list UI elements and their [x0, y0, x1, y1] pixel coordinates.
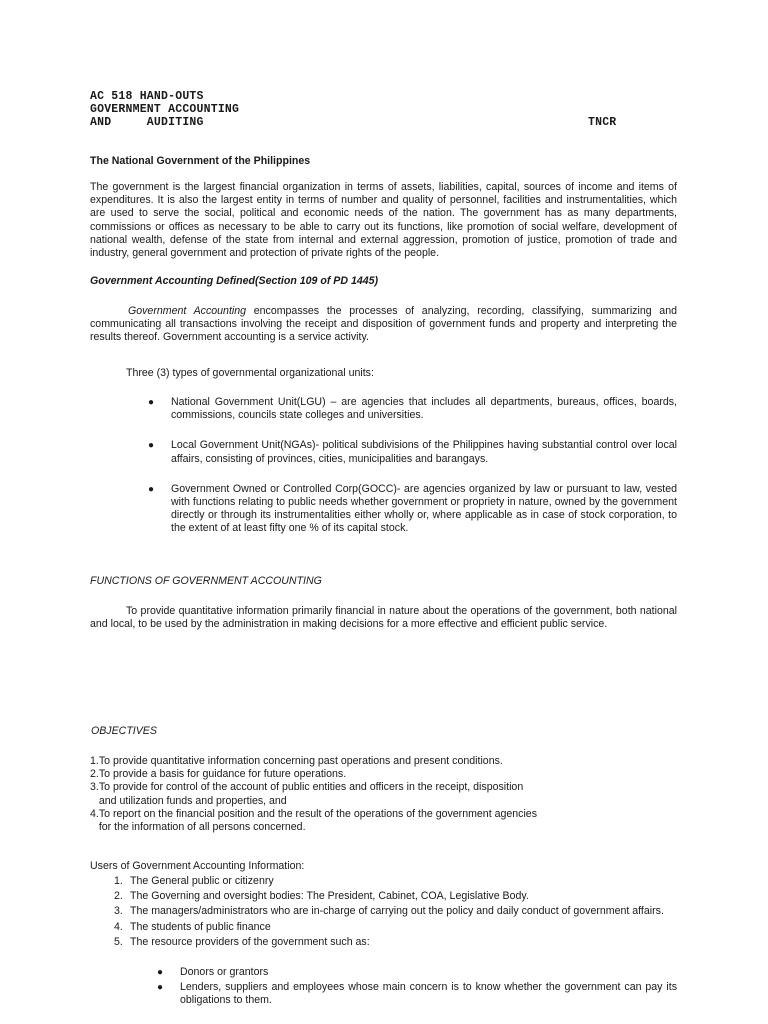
- list-number: 3.: [114, 905, 123, 918]
- objectives-list: [90, 755, 680, 834]
- org-units-list: [148, 396, 677, 536]
- bullet-icon: ●: [157, 967, 164, 978]
- list-number: 1.: [114, 875, 123, 887]
- bullet-icon: ●: [148, 397, 155, 408]
- bullet-icon: ●: [148, 483, 155, 495]
- header-subject-cont: AND AUDITING: [90, 116, 204, 129]
- objective-item: 3.To provide for control of the account of public entities and officers in the receipt, disposition: [90, 781, 524, 794]
- document-header: [90, 90, 650, 129]
- definition-text: encompasses the processes of analyzing, recording, classifying, summarizing and communicating all transactions involving the receipt and disposition of government funds and property and interpreting the results thereof. Government accounting is a service activity.: [90, 305, 677, 344]
- list-item: ● Local Government Unit(NGAs)- political subdivisions of the Philippines having substantial control over local affairs, consisting of provinces, cities, municipalities and barangays.: [148, 439, 677, 465]
- paragraph-govt-accounting-defined: [90, 305, 677, 345]
- header-subject: GOVERNMENT ACCOUNTING: [90, 103, 240, 116]
- list-item: ● Government Owned or Controlled Corp(GOCC)- are agencies organized by law or pursuant to law, vested with functions relating to public needs whether government or propriety in nature, owned by the government directly or through its instrumentalities either wholly or, where applicable as in case of stock corporation, to the extent of at least fifty one % of its capital stock.: [148, 482, 677, 535]
- objective-item: 2.To provide a basis for guidance for future operations.: [90, 768, 347, 781]
- section-title-users: Users of Government Accounting Information:: [90, 860, 305, 872]
- header-course: AC 518 HAND-OUTS: [90, 90, 204, 103]
- objective-item: 1.To provide quantitative information concerning past operations and present conditions.: [90, 755, 503, 767]
- list-number: 5.: [114, 935, 123, 948]
- objective-item-cont: and utilization funds and properties, and: [90, 794, 287, 807]
- types-intro: Three (3) types of governmental organizational units:: [126, 367, 374, 379]
- list-item: 1. The General public or citizenry: [114, 875, 274, 887]
- list-number: 4.: [114, 920, 123, 933]
- list-item: 4. The students of public finance: [114, 920, 271, 933]
- paragraph-national-government: The government is the largest financial organization in terms of assets, liabilities, capital, sources of income and items of expenditures. It is also the largest entity in terms of number and quality of personnel, facilities and instrumentalities, which are used to serve the social, political and economic needs of the nation. The government has as many departments, commissions or offices as necessary to be able to carry out its functions, like promotion of social welfare, development of national wealth, defense of the state from internal and external aggression, promotion of justice, promotion of trade and industry, general government and protection of private rights of the people.: [90, 181, 677, 260]
- resource-providers-list: [157, 966, 677, 1008]
- list-item: 2. The Governing and oversight bodies: The President, Cabinet, COA, Legislative Body.: [114, 890, 529, 903]
- paragraph-functions: To provide quantitative information primarily financial in nature about the operations of the government, both national and local, to be used by the administration in making decisions for a more effective and efficient public service.: [90, 605, 677, 631]
- list-number: 2.: [114, 890, 123, 903]
- section-title-govt-accounting-defined: Government Accounting Defined(Section 109 of PD 1445): [90, 275, 379, 287]
- section-title-objectives: OBJECTIVES: [91, 725, 157, 737]
- list-item: 3. The managers/administrators who are in-charge of carrying out the policy and daily conduct of government affairs.: [114, 905, 664, 918]
- objective-item-cont: for the information of all persons concerned.: [90, 821, 306, 834]
- list-item: ● Lenders, suppliers and employees whose main concern is to know whether the government can pay its obligations to them.: [157, 981, 677, 1007]
- bullet-icon: ●: [157, 982, 164, 994]
- list-item: 5. The resource providers of the government such as:: [114, 935, 370, 948]
- section-title-national-government: The National Government of the Philippines: [90, 155, 311, 167]
- term-government-accounting: Government Accounting: [128, 305, 247, 317]
- objective-item: 4.To report on the financial position and the result of the operations of the government agencies: [90, 807, 537, 820]
- bullet-icon: ●: [148, 440, 155, 452]
- list-item: ● Donors or grantors: [157, 966, 269, 978]
- section-title-functions: FUNCTIONS OF GOVERNMENT ACCOUNTING: [90, 575, 322, 587]
- header-author: TNCR: [588, 116, 617, 129]
- users-list: [114, 875, 677, 949]
- list-item: ● National Government Unit(LGU) – are agencies that includes all departments, bureaus, offices, boards, commissions, councils state colleges and universities.: [148, 396, 677, 422]
